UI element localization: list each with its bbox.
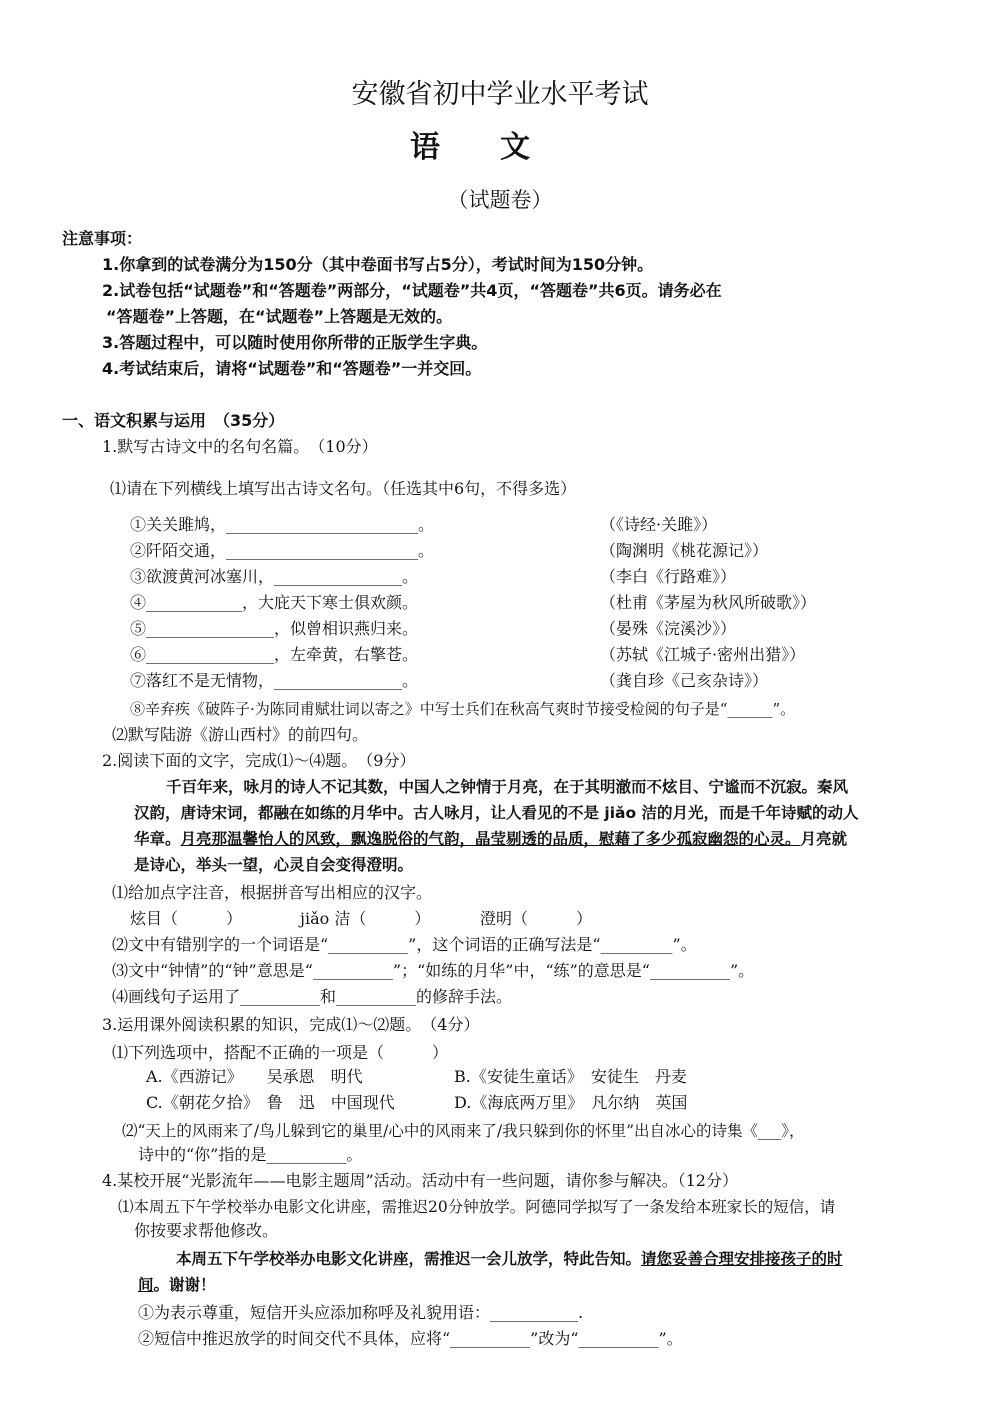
sms-underlined: 间 [138,1276,154,1294]
note-item: 3.答题过程中，可以随时使用你所带的正版学生字典。 [102,333,488,352]
passage-line: 千百年来，咏月的诗人不记其数，中国人之钟情于月亮，在于其明澈而不炫目、宁谧而不沉寂。秦风 [166,778,849,796]
question-4-item2: ②短信中推迟放学的时间交代不具体，应将“__________”改为“__________”。 [138,1329,683,1348]
fill-line-text: ③欲渡黄河冰塞川，________________。 [130,567,419,586]
fill-line [130,618,950,640]
option-item: C.《朝花夕拾》 鲁 迅 中国现代 [146,1093,395,1112]
fill-line-source: （李白《行路难》） [600,567,737,586]
option-item: B.《安徒生童话》 安徒生 丹麦 [454,1067,687,1086]
question-1-sub2: ⑵默写陆游《游山西村》的前四句。 [112,725,369,744]
fill-line-text: ④____________，大庇天下寒士俱欢颜。 [130,593,419,612]
question-1-stem: 1.默写古诗文中的名句名篇。 （10分） [102,437,378,456]
option-item: A.《西游记》 吴承恩 明代 [146,1067,363,1086]
passage-line [134,828,847,850]
fill-line-source: （苏轼《江城子·密州出猎》） [600,645,806,664]
fill-line-text: ②阡陌交通，________________________。 [130,541,435,560]
fill-line-8: ⑧辛弃疾《破阵子·为陈同甫赋壮词以寄之》中写士兵们在秋高气爽时节接受检阅的句子是“______”。 [130,700,796,718]
paper-label: （试题卷） [447,188,553,212]
question-2-sub1: ⑴给加点字注音，根据拼音写出相应的汉字。 [112,883,433,902]
pinyin-item: jiǎo 洁（ ） [300,909,431,928]
fill-line [130,566,950,588]
subject-title: 语文 [410,130,590,165]
question-3-sub2-cont: 诗中的“你”指的是__________。 [138,1145,363,1164]
note-item: 2.试卷包括“试题卷”和“答题卷”两部分，“试题卷”共4页，“答题卷”共6页。请务必在 [102,281,722,300]
note-item: 4.考试结束后，请将“试题卷”和“答题卷”一并交回。 [102,359,482,378]
fill-line-source: （杜甫《茅屋为秋风所破歌》） [600,593,817,612]
underlined-sentence: 月亮那温馨怡人的风致，飘逸脱俗的气韵，晶莹剔透的品质，慰藉了多少孤寂幽怨的心灵。 [180,830,801,848]
fill-line-text: ①关关雎鸠，________________________。 [130,515,435,534]
passage-text: 月亮就 [800,830,848,848]
fill-line [130,670,950,692]
question-2-sub2: ⑵文中有错别字的一个词语是“__________”，这个词语的正确写法是“_________”。 [112,935,697,954]
passage-text: 华章。 [134,830,181,848]
question-3-sub1: ⑴下列选项中，搭配不正确的一项是（ ） [112,1043,449,1062]
notes-heading: 注意事项： [62,229,143,248]
section-heading: 一、语文积累与运用 （35分） [62,411,285,430]
question-3-sub2: ⑵“天上的风雨来了/鸟儿躲到它的巢里/心中的风雨来了/我只躲到你的怀里”出自冰心的诗集《___》， [122,1122,805,1140]
passage-line: 是诗心，举头一望，心灵自会变得澄明。 [134,856,414,874]
question-4-item1: ①为表示尊重，短信开头应添加称呼及礼貌用语：___________. [138,1303,584,1322]
question-4-sub1-cont: 你按要求帮他修改。 [134,1221,279,1240]
fill-line-source: （陶渊明《桃花源记》） [600,541,769,560]
fill-line [130,592,950,614]
sms-ending: 。谢谢！ [153,1276,216,1294]
note-item: “答题卷”上答题，在“试题卷”上答题是无效的。 [106,307,453,326]
fill-line-text: ⑥________________，左牵黄，右擎苍。 [130,645,419,664]
question-1-sub1: ⑴请在下列横线上填写出古诗文名句。（任选其中6句，不得多选） [110,479,577,498]
question-3-stem: 3.运用课外阅读积累的知识，完成⑴～⑵题。 （4分） [102,1015,480,1034]
option-item: D.《海底两万里》 凡尔纳 英国 [454,1093,688,1112]
sms-text [176,1248,843,1270]
pinyin-item: 炫目（ ） [130,909,243,928]
fill-line [130,514,950,536]
fill-line-source: （《诗经·关雎》） [600,515,718,534]
pinyin-item: 澄明（ ） [480,909,593,928]
fill-line-text: ⑤________________，似曾相识燕归来。 [130,619,419,638]
fill-line-source: （晏殊《浣溪沙》） [600,619,737,638]
question-2-sub3: ⑶文中“钟情”的“钟”意思是“__________”；“如练的月华”中，“练”的意思是“__________”。 [112,961,755,980]
sms-underlined: 请您妥善合理安排接孩子的时 [641,1250,843,1268]
question-2-stem: 2.阅读下面的文字，完成⑴～⑷题。 （9分） [102,751,416,770]
fill-line-source: （龚自珍《己亥杂诗》） [600,671,769,690]
question-2-sub4: ⑷画线句子运用了__________和__________的修辞手法。 [112,987,513,1006]
fill-line [130,540,950,562]
passage-line: 汉韵，唐诗宋词，都融在如练的月华中。古人咏月，让人看见的不是 jiǎo 洁的月光，而是千年诗赋的动人 [134,804,859,822]
question-4-sub1: ⑴本周五下午学校举办电影文化讲座，需推迟20分钟放学。阿德同学拟写了一条发给本班家长的短信，请 [118,1198,836,1216]
sms-body: 本周五下午学校举办电影文化讲座，需推迟一会儿放学，特此告知。 [176,1250,642,1268]
sms-text-cont [138,1274,216,1296]
note-item: 1.你拿到的试卷满分为150分（其中卷面书写占5分），考试时间为150分钟。 [102,255,654,274]
question-4-stem: 4.某校开展“光影流年——电影主题周”活动。活动中有一些问题，请你参与解决。（12分） [102,1171,738,1190]
fill-line [130,644,950,666]
fill-line-text: ⑦落红不是无情物，________________。 [130,671,419,690]
exam-title: 安徽省初中学业水平考试 [351,79,649,110]
